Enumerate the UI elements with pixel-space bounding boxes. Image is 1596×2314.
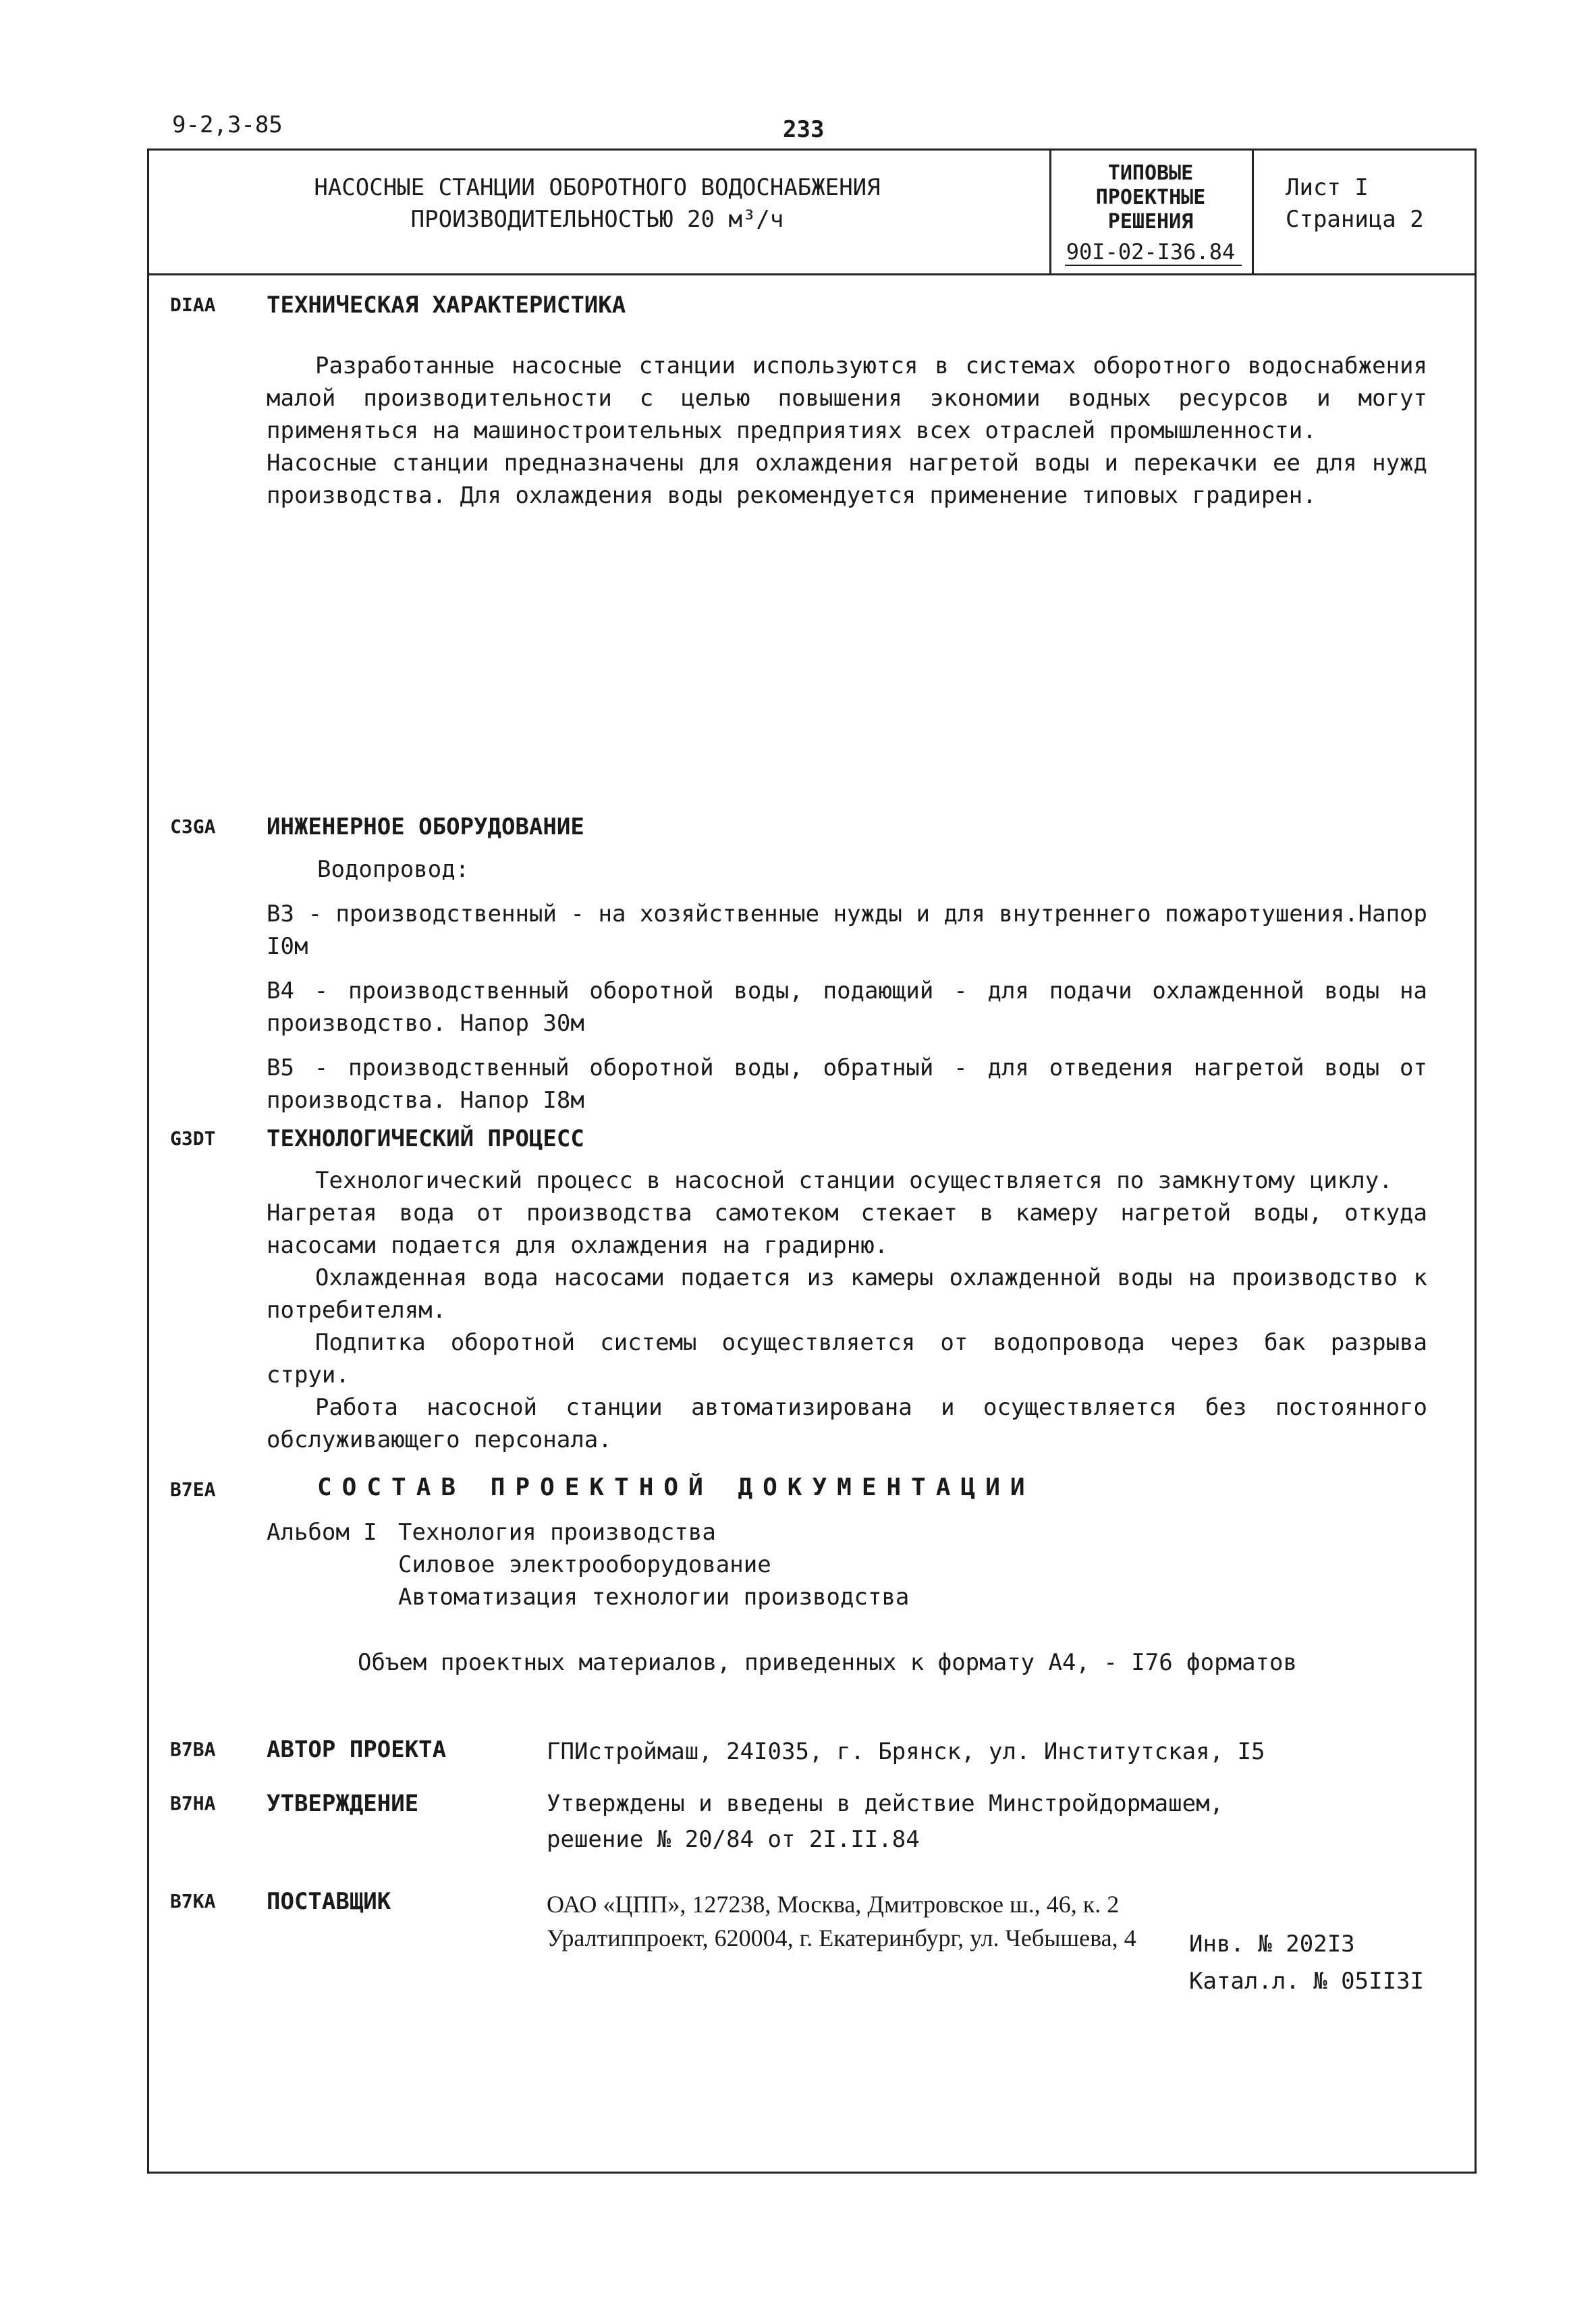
stamp-underline: [1065, 265, 1242, 266]
sheet-label: Лист I: [1286, 174, 1369, 201]
process-paragraph-2: Нагретая вода от производства самотеком стекает в камеру нагретой воды, откуда насосами подается для охлаждения на градирню.: [267, 1200, 1427, 1259]
heading-docs: СОСТАВ ПРОЕКТНОЙ ДОКУМЕНТАЦИИ: [317, 1474, 1035, 1501]
process-text: [267, 1164, 1427, 1456]
album-item-3: Автоматизация технологии производства: [398, 1584, 910, 1611]
equip-item-b5: В5 - производственный оборотной воды, обратный - для отведения нагретой воды от производства. Напор I8м: [267, 1054, 1427, 1114]
process-paragraph-3: Охлажденная вода насосами подается из камеры охлажденной воды на производство к потребителям.: [267, 1264, 1427, 1324]
stamp-line-2: ПРОЕКТНЫЕ: [1095, 186, 1206, 209]
supplier-line-1: ОАО «ЦПП», 127238, Москва, Дмитровское ш., 46, к. 2: [547, 1891, 1120, 1918]
equip-item-b3: В3 - производственный - на хозяйственные нужды и для внутреннего пожаротушения.Напор I0м: [267, 900, 1427, 960]
doc-code: 90I-02-I36.84: [1066, 239, 1236, 265]
process-paragraph-1: Технологический процесс в насосной станции осуществляется по замкнутому циклу.: [315, 1167, 1393, 1194]
process-paragraph-4: Подпитка оборотной системы осуществляется от водопровода через бак разрыва струи.: [267, 1329, 1427, 1389]
heading-author: АВТОР ПРОЕКТА: [267, 1736, 447, 1763]
tech-text: [267, 350, 1427, 512]
heading-approval: УТВЕРЖДЕНИЕ: [267, 1790, 419, 1817]
stamp-line-1: ТИПОВЫЕ: [1107, 161, 1194, 185]
heading-supplier: ПОСТАВЩИК: [267, 1888, 391, 1915]
tech-paragraph-2: Насосные станции предназначены для охлаждения нагретой воды и перекачки ее для нужд производства. Для охлаждения воды рекомендуется применение типовых градирен.: [267, 450, 1427, 509]
equip-items: [267, 898, 1427, 1116]
album-item-1: Технология производства: [398, 1519, 716, 1546]
approval-line-1: Утверждены и введены в действие Минстройдормашем,: [547, 1790, 1224, 1817]
series-number: 9-2,3-85: [172, 111, 283, 138]
title-line-1: НАСОСНЫЕ СТАНЦИИ ОБОРОТНОГО ВОДОСНАБЖЕНИЯ: [314, 174, 881, 201]
section-code-tech: DIAA: [170, 294, 216, 316]
header-vline-1: [1049, 149, 1051, 275]
section-code-supplier: B7KA: [170, 1890, 216, 1912]
section-code-approval: B7HA: [170, 1792, 216, 1814]
stamp-line-3: РЕШЕНИЯ: [1107, 210, 1194, 234]
author-text: ГПИстроймаш, 24I035, г. Брянск, ул. Институтская, I5: [547, 1738, 1265, 1765]
process-paragraph-5: Работа насосной станции автоматизирована и осуществляется без постоянного обслуживающего персонала.: [267, 1394, 1427, 1453]
header-divider: [147, 273, 1477, 275]
album-label: Альбом I: [267, 1519, 377, 1546]
catalog-number: Катал.л. № 05II3I: [1189, 1968, 1424, 1995]
supplier-line-2: Уралтиппроект, 620004, г. Екатеринбург, ул. Чебышева, 4: [547, 1925, 1136, 1952]
tech-paragraph-1: Разработанные насосные станции используются в системах оборотного водоснабжения малой производительности с целью повышения экономии водных ресурсов и могут применяться на машиностроительных предприятиях всех отраслей промышленности.: [267, 352, 1427, 444]
heading-tech: ТЕХНИЧЕСКАЯ ХАРАКТЕРИСТИКА: [267, 292, 626, 319]
water-supply-label: Водопровод:: [317, 856, 470, 883]
heading-process: ТЕХНОЛОГИЧЕСКИЙ ПРОЦЕСС: [267, 1125, 584, 1152]
materials-volume: Объем проектных материалов, приведенных к формату А4, - I76 форматов: [358, 1649, 1297, 1676]
section-code-author: B7BA: [170, 1738, 216, 1760]
album-item-2: Силовое электрооборудование: [398, 1551, 771, 1578]
equip-item-b4: В4 - производственный оборотной воды, подающий - для подачи охлажденной воды на производство. Напор 30м: [267, 977, 1427, 1037]
approval-line-2: решение № 20/84 от 2I.II.84: [547, 1826, 920, 1853]
inventory-number: Инв. № 202I3: [1189, 1931, 1355, 1958]
page-label: Страница 2: [1286, 206, 1424, 233]
section-code-docs: B7EA: [170, 1478, 216, 1501]
heading-equip: ИНЖЕНЕРНОЕ ОБОРУДОВАНИЕ: [267, 813, 584, 840]
title-line-2: ПРОИЗВОДИТЕЛЬНОСТЬЮ 20 м³/ч: [410, 206, 784, 233]
section-code-equip: C3GA: [170, 815, 216, 838]
header-vline-2: [1252, 149, 1254, 275]
section-code-process: G3DT: [170, 1127, 216, 1150]
page-number: 233: [783, 116, 825, 143]
